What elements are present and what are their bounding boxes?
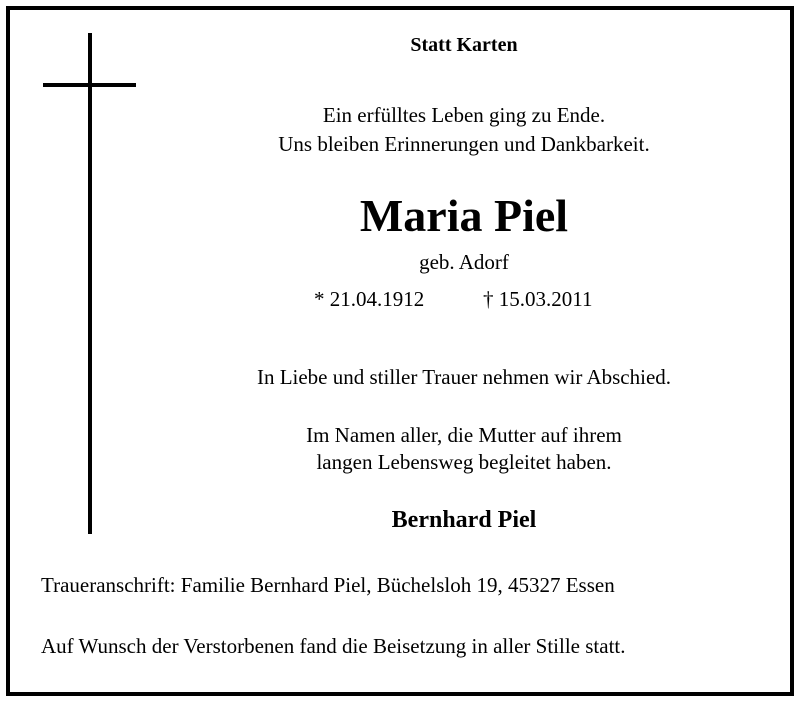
verse-line-1: Ein erfülltes Leben ging zu Ende.	[322, 103, 606, 127]
birth-date: * 21.04.1912	[314, 287, 425, 311]
thanks-line-1: Im Namen aller, die Mutter auf ihrem	[306, 423, 622, 447]
verse-line-2: Uns bleiben Erinnerungen und Dankbarkeit.	[278, 132, 650, 156]
farewell-line: In Liebe und stiller Trauer nehmen wir Abschied.	[256, 365, 672, 389]
birth-name: geb. Adorf	[419, 250, 509, 274]
mourning-address: Traueranschrift: Familie Bernhard Piel, Büchelsloh 19, 45327 Essen	[41, 573, 615, 597]
thanks-line-2: langen Lebensweg begleitet haben.	[316, 450, 612, 474]
death-date: † 15.03.2011	[483, 287, 593, 311]
heading: Statt Karten	[410, 34, 518, 56]
burial-notice: Auf Wunsch der Verstorbenen fand die Beisetzung in aller Stille statt.	[41, 634, 626, 658]
cross-horizontal-bar	[43, 83, 136, 87]
signer-name: Bernhard Piel	[391, 507, 537, 533]
deceased-name: Maria Piel	[359, 190, 569, 241]
